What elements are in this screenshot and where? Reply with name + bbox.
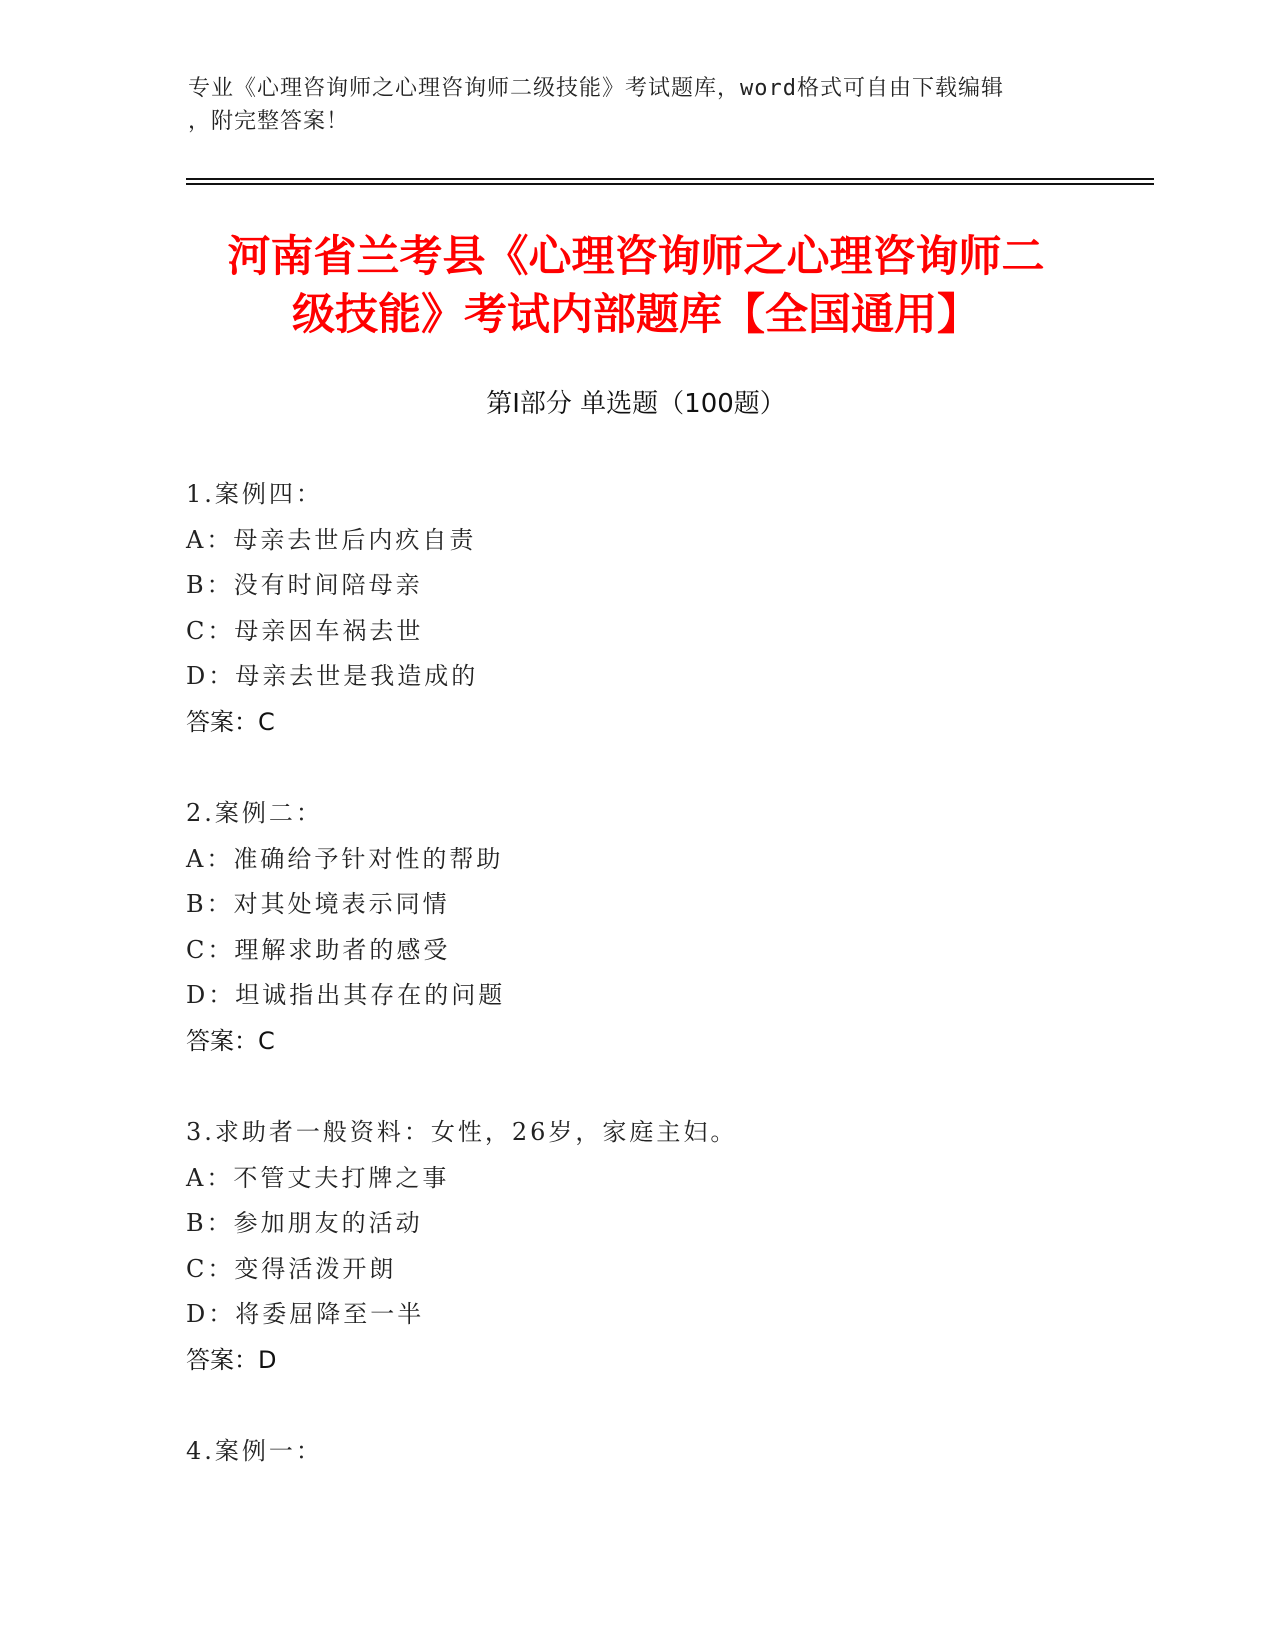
- option-d: D：母亲去世是我造成的: [186, 662, 479, 690]
- option-a: A：不管丈夫打牌之事: [186, 1163, 450, 1192]
- download-note-line-1: 专业《心理咨询师之心理咨询师二级技能》考试题库，word格式可自由下载编辑: [188, 76, 1004, 101]
- question-stem: 1.案例四：: [186, 480, 323, 508]
- header-divider-top: [186, 178, 1154, 180]
- option-a: A：准确给予针对性的帮助: [186, 844, 504, 873]
- option-b: B：参加朋友的活动: [186, 1209, 423, 1237]
- question-item: [186, 1110, 1136, 1383]
- option-c: C：变得活泼开朗: [186, 1254, 397, 1283]
- answer-line: 答案：C: [186, 707, 275, 736]
- download-note: [188, 72, 1088, 138]
- download-note-line-2: ，附完整答案！: [188, 109, 350, 134]
- answer-line: 答案：D: [186, 1345, 277, 1374]
- option-b: B：没有时间陪母亲: [186, 571, 423, 599]
- question-item: [186, 472, 1136, 745]
- question-item: [186, 1429, 1136, 1475]
- question-list: [186, 472, 1136, 1521]
- option-c: C：母亲因车祸去世: [186, 616, 424, 645]
- document-title-line-1: 河南省兰考县《心理咨询师之心理咨询师二: [227, 232, 1045, 282]
- question-stem: 4.案例一：: [186, 1437, 323, 1465]
- question-item: [186, 791, 1136, 1064]
- option-d: D：将委屈降至一半: [186, 1300, 425, 1328]
- document-title: [186, 228, 1086, 344]
- option-b: B：对其处境表示同情: [186, 890, 450, 918]
- answer-line: 答案：C: [186, 1026, 275, 1055]
- option-a: A：母亲去世后内疚自责: [186, 525, 477, 554]
- question-stem: 2.案例二：: [186, 799, 323, 827]
- section-heading: 第Ⅰ部分 单选题（100题）: [486, 389, 786, 419]
- option-c: C：理解求助者的感受: [186, 935, 451, 964]
- document-title-line-2: 级技能》考试内部题库【全国通用】: [292, 290, 980, 340]
- question-stem: 3.求助者一般资料：女性，26岁，家庭主妇。: [186, 1118, 738, 1146]
- option-d: D：坦诚指出其存在的问题: [186, 981, 506, 1009]
- header-divider-bottom: [186, 183, 1154, 185]
